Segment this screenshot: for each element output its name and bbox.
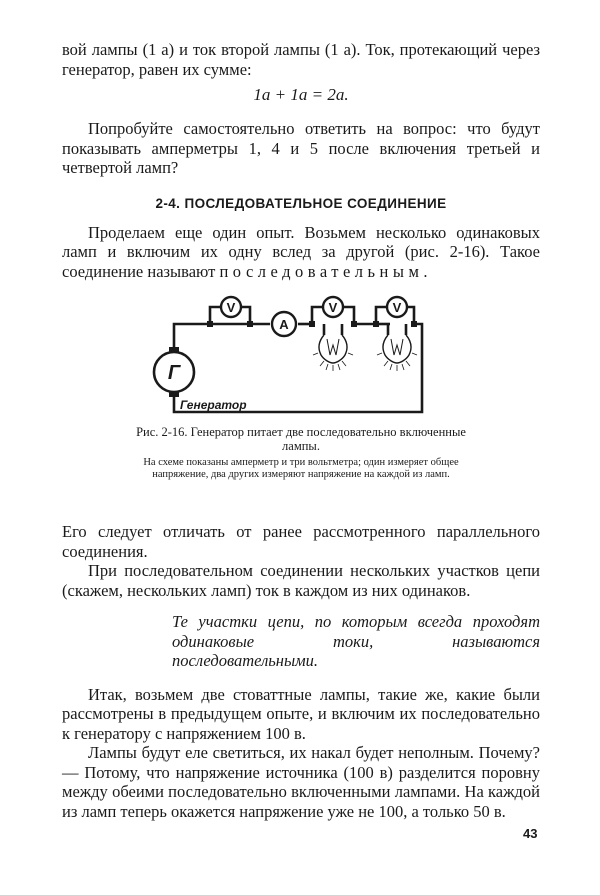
voltmeter-lamp1-symbol: V: [328, 300, 338, 315]
definition: Те участки цепи, по которым всегда проходят одинаковые токи, называются последовательными.: [172, 612, 540, 670]
wire-left-top: [174, 324, 210, 352]
circuit-diagram: [62, 287, 540, 422]
paragraph-4: Его следует отличать от ранее рассмотренного параллельного соединения.: [62, 522, 540, 561]
paragraph-2: Попробуйте самостоятельно ответить на вопрос: что будут показывать амперметры 1, 4 и 5 после включения третьей и четвертой ламп?: [62, 119, 540, 177]
section-title: 2-4. ПОСЛЕДОВАТЕЛЬНОЕ СОЕДИНЕНИЕ: [155, 195, 447, 211]
paragraph-3: [62, 223, 540, 282]
paragraph-7: Лампы будут еле светиться, их накал будет неполным. Почему? — Потому, что напряжение источника (100 в) разделится поровну между обеими последовательно включенными лампами. На каждой из ламп теперь окажется напряжение уже не 100, а только 50 в.: [62, 743, 540, 821]
page-content: [62, 40, 540, 821]
figure-caption: Рис. 2-16. Генератор питает две последовательно включенные лампы.: [136, 425, 466, 453]
ammeter-symbol: A: [279, 317, 289, 332]
paragraph-1: вой лампы (1 а) и ток второй лампы (1 а). Ток, протекающий через генератор, равен их сумме:: [62, 40, 540, 79]
paragraph-6: Итак, возьмем две стоваттные лампы, такие же, какие были рассмотрены в предыдущем опыте, и включим их последовательно к генератору с напряжением 100 в.: [62, 684, 540, 743]
term-series: последовательным.: [219, 261, 433, 281]
lamp-2-icon: [377, 335, 417, 371]
voltmeter-lamp2-symbol: V: [392, 300, 402, 315]
paragraph-3-text: Проделаем еще один опыт. Возьмем несколько одинаковых ламп и включим их одну вслед за другой (рис. 2-16). Такое соединение называют: [62, 222, 540, 281]
voltmeter-total-symbol: V: [226, 300, 236, 315]
page-number: 43: [523, 826, 538, 841]
lamp-1-icon: [313, 335, 353, 371]
paragraph-5: При последовательном соединении нескольких участков цепи (скажем, нескольких ламп) ток в каждом из них одинаков.: [62, 561, 540, 600]
generator-label: Генератор: [180, 398, 247, 412]
circuit-figure: [62, 287, 540, 492]
figure-note: На схеме показаны амперметр и три вольтметра; один измеряет общее напряжение, два других измеряют напряжение на каждой из ламп.: [143, 457, 459, 480]
formula: 1а + 1а = 2а.: [253, 85, 349, 104]
generator-letter: Г: [167, 362, 181, 384]
